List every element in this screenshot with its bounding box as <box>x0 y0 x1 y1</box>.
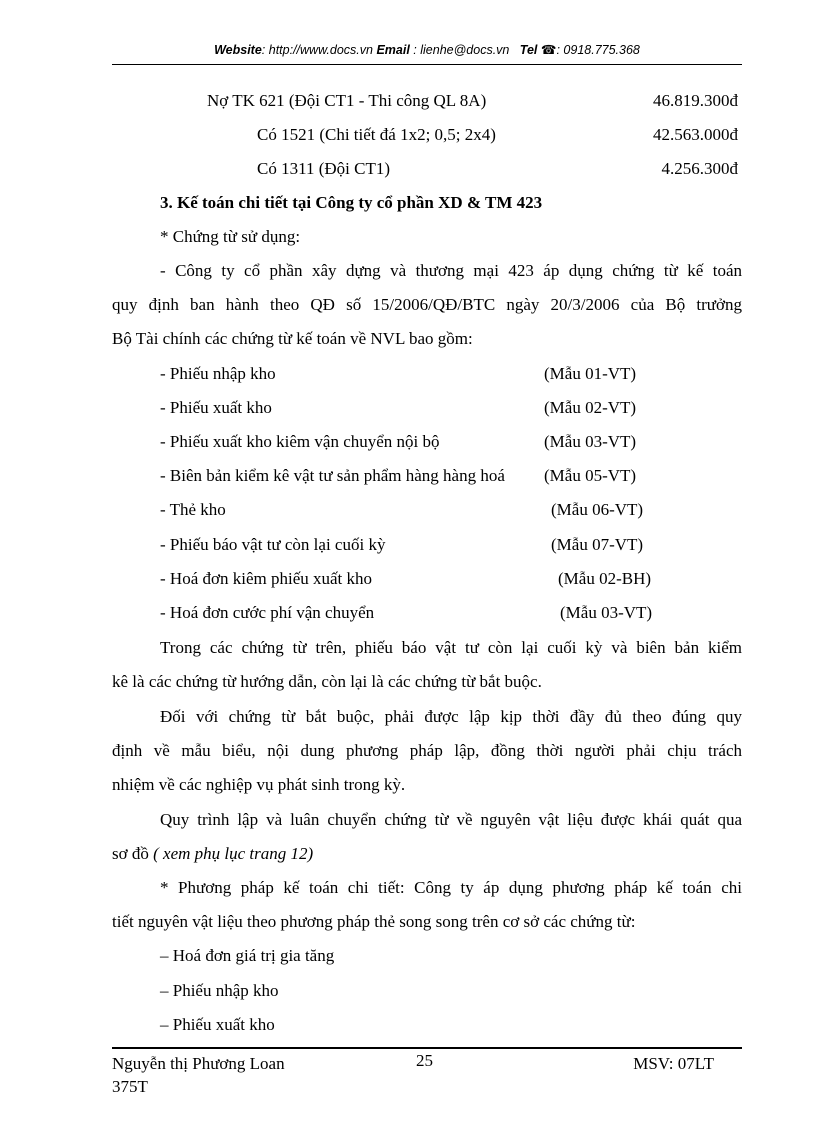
tel-value: : 0918.775.368 <box>556 43 640 57</box>
entry-credit-1-amount: 42.563.000đ <box>653 125 738 144</box>
intro-line-1: - Công ty cổ phần xây dựng và thương mại 423 áp dụng chứng từ kế toán <box>160 261 742 280</box>
para1-line-2: kê là các chứng từ hướng dẫn, còn lại là các chứng từ bắt buộc. <box>112 672 542 691</box>
entry-credit-1: Có 1521 (Chi tiết đá 1x2; 0,5; 2x4) <box>257 125 496 144</box>
entry-credit-2: Có 1311 (Đội CT1) <box>257 159 391 178</box>
form-code: (Mẫu 05-VT) <box>544 466 637 485</box>
footer-rule <box>112 1047 742 1049</box>
footer-author-code: 375T <box>112 1077 148 1096</box>
entry-debit-amount: 46.819.300đ <box>653 91 738 110</box>
student-id: MSV: 07LT <box>633 1054 714 1073</box>
list-item: – Hoá đơn giá trị gia tăng <box>160 946 335 965</box>
form-name: - Phiếu xuất kho kiêm vận chuyển nội bộ <box>160 432 440 451</box>
entry-credit-2-amount: 4.256.300đ <box>661 159 738 178</box>
para2-line-2: định về mẫu biểu, nội dung phương pháp lập, đồng thời người phải chịu trách <box>112 741 742 760</box>
para3-line-2 <box>112 843 313 865</box>
email-label: Email <box>376 43 410 57</box>
email-value: : lienhe@docs.vn <box>413 43 510 57</box>
list-item: – Phiếu nhập kho <box>160 981 279 1000</box>
para4-line-1: * Phương pháp kế toán chi tiết: Công ty áp dụng phương pháp kế toán chi <box>160 878 742 897</box>
para3-prefix: sơ đồ <box>112 844 154 863</box>
appendix-reference: ( xem phụ lục trang 12) <box>153 844 314 863</box>
footer-author: Nguyễn thị Phương Loan <box>112 1054 285 1073</box>
list-item: – Phiếu xuất kho <box>160 1015 275 1034</box>
form-name: - Biên bản kiểm kê vật tư sản phẩm hàng hàng hoá <box>160 466 505 485</box>
form-code: (Mẫu 01-VT) <box>544 364 637 383</box>
entry-debit: Nợ TK 621 (Đội CT1 - Thi công QL 8A) <box>207 91 487 110</box>
para4-line-2: tiết nguyên vật liệu theo phương pháp thẻ song song trên cơ sở các chứng từ: <box>112 912 636 931</box>
para3-line-1: Quy trình lập và luân chuyển chứng từ về nguyên vật liệu được khái quát qua <box>160 810 742 829</box>
form-code: (Mẫu 02-VT) <box>544 398 637 417</box>
page-header <box>112 42 742 57</box>
form-code: (Mẫu 03-VT) <box>544 432 637 451</box>
page-number: 25 <box>416 1051 433 1070</box>
phone-icon: ☎ <box>540 43 557 57</box>
form-name: - Hoá đơn cước phí vận chuyển <box>160 603 375 622</box>
form-name: - Phiếu xuất kho <box>160 398 272 417</box>
website-value: : http://www.docs.vn <box>261 43 373 57</box>
para2-line-3: nhiệm về các nghiệp vụ phát sinh trong kỳ. <box>112 775 406 794</box>
website-label: Website <box>214 43 262 57</box>
form-code: (Mẫu 06-VT) <box>551 500 644 519</box>
para1-line-1: Trong các chứng từ trên, phiếu báo vật tư còn lại cuối kỳ và biên bản kiểm <box>160 638 742 657</box>
form-name: - Phiếu báo vật tư còn lại cuối kỳ <box>160 535 386 554</box>
documents-heading: * Chứng từ sử dụng: <box>160 227 301 246</box>
tel-label: Tel <box>519 43 538 57</box>
intro-line-2: quy định ban hành theo QĐ số 15/2006/QĐ/BTC ngày 20/3/2006 của Bộ trưởng <box>112 295 742 314</box>
form-code: (Mẫu 03-VT) <box>560 603 653 622</box>
header-rule <box>112 64 742 65</box>
form-name: - Hoá đơn kiêm phiếu xuất kho <box>160 569 373 588</box>
para2-line-1: Đối với chứng từ bắt buộc, phải được lập kịp thời đầy đủ theo đúng quy <box>160 707 742 726</box>
intro-line-3: Bộ Tài chính các chứng từ kế toán về NVL bao gồm: <box>112 329 473 348</box>
form-name: - Thẻ kho <box>160 500 226 519</box>
form-name: - Phiếu nhập kho <box>160 364 276 383</box>
form-code: (Mẫu 07-VT) <box>551 535 644 554</box>
form-code: (Mẫu 02-BH) <box>558 569 652 588</box>
section-title: 3. Kế toán chi tiết tại Công ty cổ phần XD & TM 423 <box>160 193 543 212</box>
